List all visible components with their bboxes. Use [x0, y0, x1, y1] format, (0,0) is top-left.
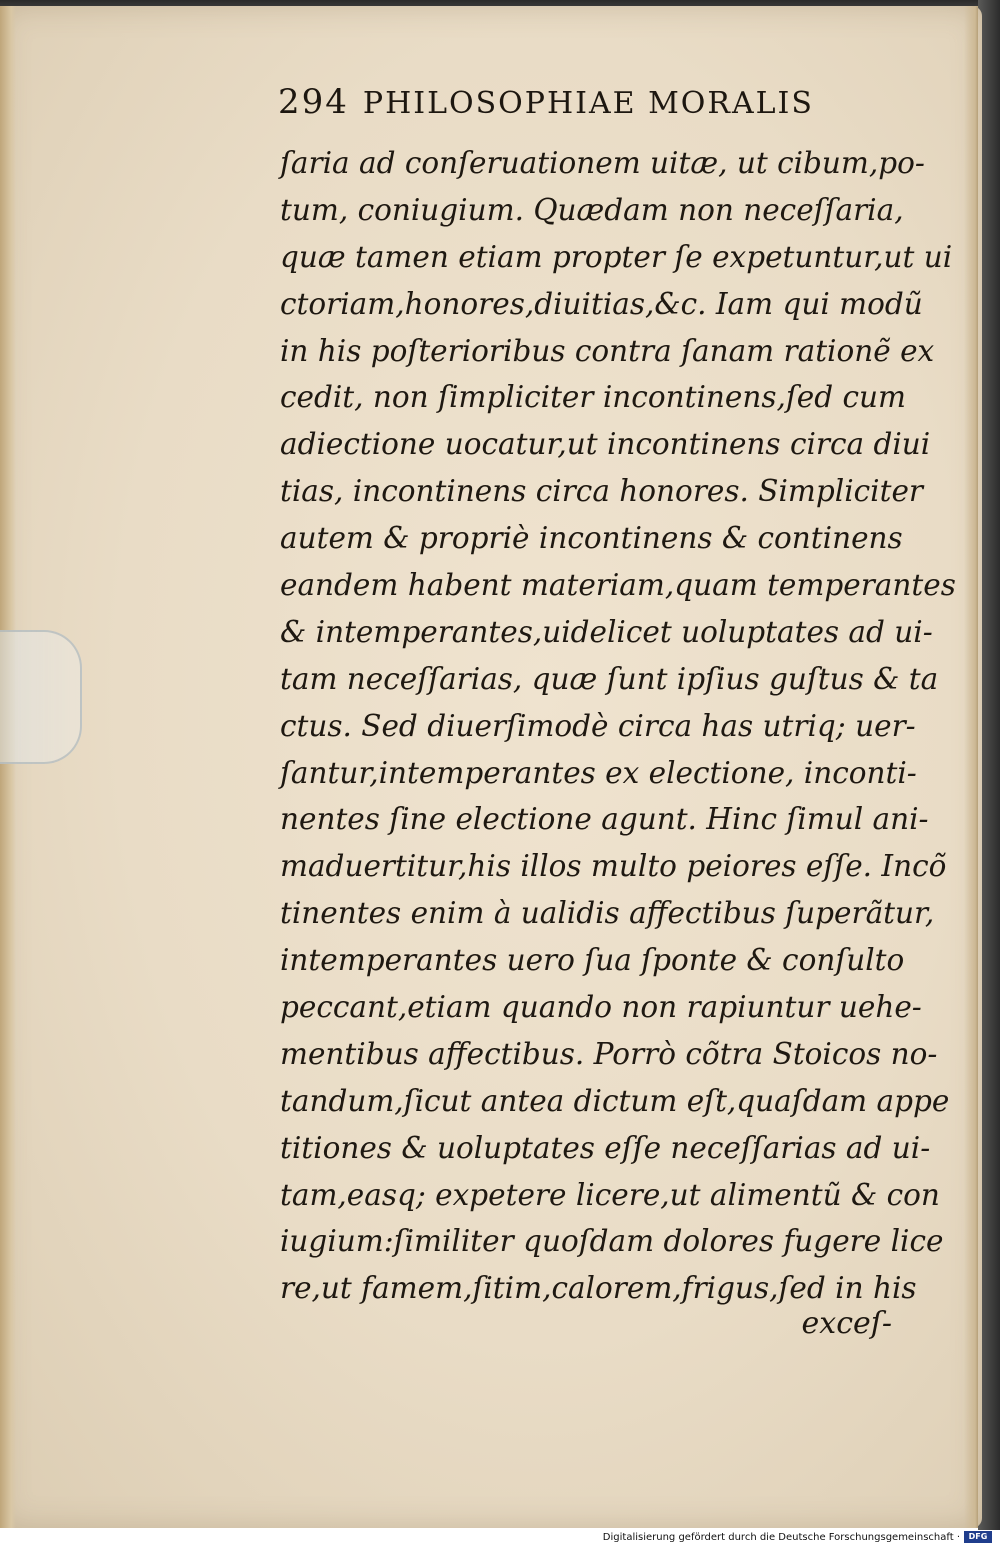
- running-head: PHILOSOPHIAE MORALIS: [362, 86, 814, 121]
- text-line: & intemperantes,uidelicet uoluptates ad ui-: [280, 614, 933, 649]
- text-line: tandum,ſicut antea dictum eſt,quaſdam appe: [280, 1083, 950, 1118]
- dfg-logo: DFG: [964, 1531, 992, 1543]
- text-line: quæ tamen etiam propter ſe expetuntur,ut ui: [280, 239, 953, 274]
- text-line: tinentes enim à ualidis affectibus ſuperãtur,: [280, 896, 935, 931]
- text-line: ctoriam,honores,diuitias,&c. Iam qui modũ: [280, 286, 923, 321]
- text-line: maduertitur,his illos multo peiores eſſe. Incõ: [280, 849, 947, 884]
- text-line: ſaria ad conſeruationem uitæ, ut cibum,po-: [280, 146, 925, 180]
- text-line: ſantur,intemperantes ex electione, inconti-: [280, 755, 917, 790]
- text-line: re,ut famem,ſitim,calorem,frigus,ſed in his: [280, 1271, 917, 1306]
- text-line: cedit, non ſimpliciter incontinens,ſed cum: [280, 380, 906, 415]
- text-line: tias, incontinens circa honores. Simpliciter: [280, 474, 924, 509]
- text-line: peccant,etiam quando non rapiuntur uehe-: [280, 990, 922, 1025]
- text-line: autem & propriè incontinens & continens: [280, 521, 903, 556]
- text-line: adiectione uocatur,ut incontinens circa diui: [280, 427, 931, 462]
- text-line: ctus. Sed diuerſimodè circa has utriq; uer-: [280, 708, 916, 743]
- body-text: [280, 140, 956, 1312]
- page-holder-clip: [0, 630, 82, 764]
- text-line: iugium:ſimiliter quoſdam dolores fugere lice: [280, 1224, 944, 1259]
- funding-credit: Digitalisierung gefördert durch die Deutsche Forschungsgemeinschaft ·: [602, 1532, 960, 1543]
- text-line: mentibus affectibus. Porrò cõtra Stoicos no-: [280, 1036, 938, 1071]
- text-line: tum, coniugium. Quædam non neceſſaria,: [280, 192, 904, 227]
- text-line: tam neceſſarias, quæ ſunt ipſius guſtus & ta: [280, 661, 939, 696]
- text-line: in his poſterioribus contra ſanam rationẽ ex: [280, 333, 935, 368]
- page-number: 294: [278, 82, 349, 122]
- text-line: titiones & uoluptates eſſe neceſſarias ad ui-: [280, 1130, 931, 1165]
- page-edge-left: [0, 6, 16, 1528]
- text-line: intemperantes uero ſua ſponte & conſulto: [280, 943, 905, 978]
- page-edge-right: [964, 6, 978, 1528]
- catchword: exceſ-: [801, 1306, 892, 1341]
- page-header: [278, 82, 814, 122]
- text-line: eandem habent materiam,quam temperantes: [280, 568, 956, 603]
- text-line: tam,easq; expetere licere,ut alimentũ & con: [280, 1177, 940, 1212]
- text-line: nentes ſine electione agunt. Hinc ſimul ani-: [280, 802, 929, 837]
- digitization-footer: [0, 1530, 1000, 1545]
